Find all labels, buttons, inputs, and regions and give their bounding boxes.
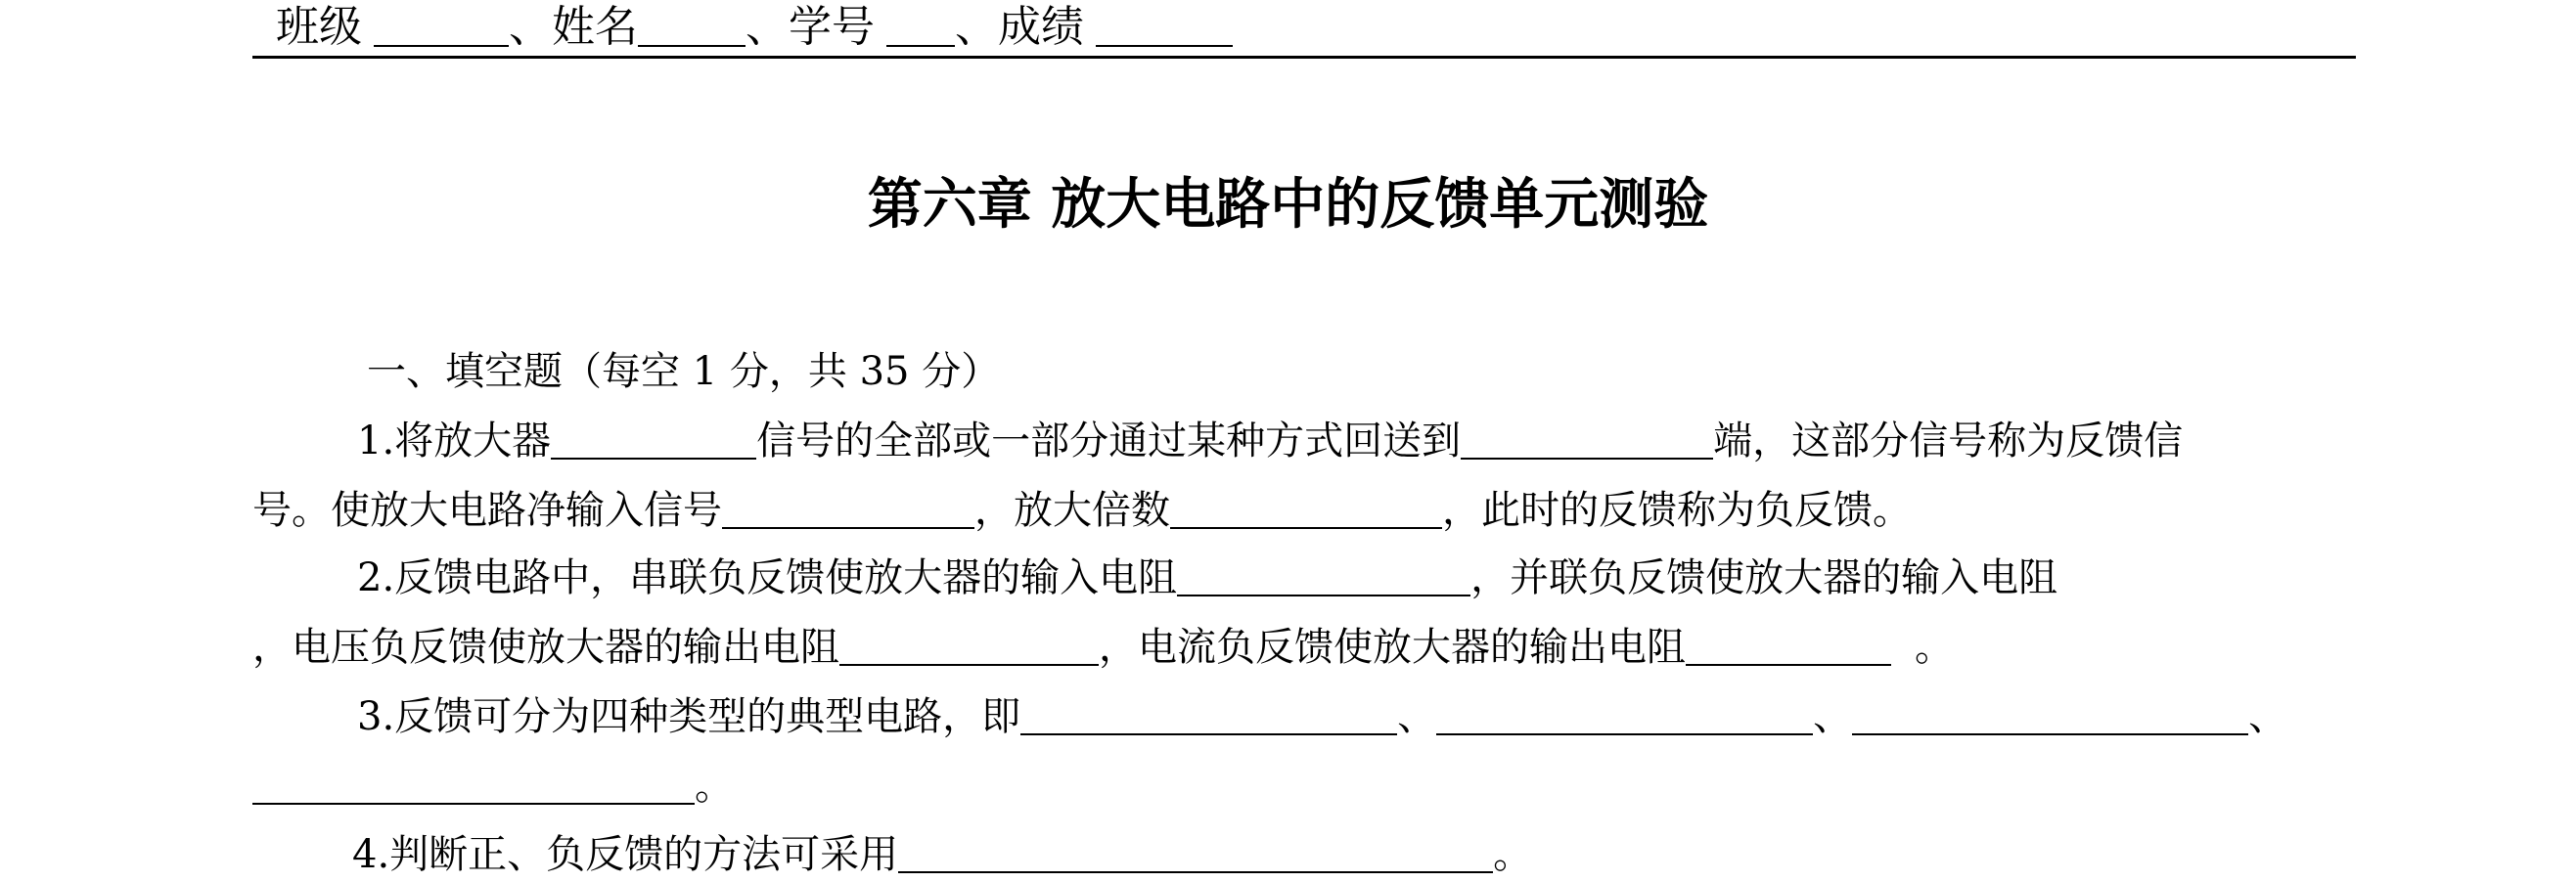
question-3-line-1 bbox=[357, 689, 2287, 744]
question-3-separator: 、 bbox=[1397, 694, 1437, 739]
score-blank[interactable] bbox=[1096, 6, 1233, 47]
question-1-text: 1.将放大器 bbox=[357, 419, 552, 463]
question-3-separator: 、 bbox=[2248, 694, 2288, 739]
question-4-line-1 bbox=[352, 827, 1532, 882]
score-label: 成绩 bbox=[998, 2, 1084, 52]
answer-blank[interactable] bbox=[839, 625, 1099, 666]
answer-blank[interactable] bbox=[1170, 488, 1442, 529]
header-fields bbox=[276, 0, 1233, 55]
student-id-label: 学号 bbox=[789, 2, 875, 52]
answer-blank[interactable] bbox=[1852, 694, 2248, 735]
question-1-text: 端，这部分信号称为反馈信 bbox=[1713, 419, 2184, 463]
question-1-text: ，此时的反馈称为负反馈。 bbox=[1442, 488, 1912, 533]
question-3-separator: 、 bbox=[1813, 694, 1853, 739]
answer-blank[interactable] bbox=[1020, 694, 1397, 735]
question-2-text: ，电流负反馈使放大器的输出电阻 bbox=[1099, 625, 1686, 670]
name-blank[interactable] bbox=[638, 6, 746, 47]
answer-blank[interactable] bbox=[898, 832, 1493, 873]
answer-blank[interactable] bbox=[1686, 625, 1891, 666]
student-id-blank[interactable] bbox=[886, 6, 955, 47]
question-1-text: 信号的全部或一部分通过某种方式回送到 bbox=[756, 419, 1462, 463]
answer-blank[interactable] bbox=[551, 419, 756, 460]
answer-blank[interactable] bbox=[722, 488, 974, 529]
header-separator: 、 bbox=[955, 2, 998, 52]
page-title: 第六章 放大电路中的反馈单元测验 bbox=[867, 173, 1709, 237]
question-2-text: 2.反馈电路中，串联负反馈使放大器的输入电阻 bbox=[357, 555, 1178, 600]
question-1-text: 号。使放大电路净输入信号 bbox=[252, 488, 722, 533]
question-3-line-2 bbox=[252, 759, 734, 814]
question-1-line-2 bbox=[252, 483, 1912, 538]
header-separator: 、 bbox=[746, 2, 789, 52]
answer-blank[interactable] bbox=[1177, 555, 1470, 596]
question-2-line-2 bbox=[252, 620, 1954, 675]
name-label: 姓名 bbox=[552, 2, 638, 52]
answer-blank[interactable] bbox=[1461, 419, 1713, 460]
answer-blank[interactable] bbox=[1436, 694, 1813, 735]
question-2-text: ，并联负反馈使放大器的输入电阻 bbox=[1470, 555, 2058, 600]
question-3-text: 。 bbox=[695, 764, 734, 809]
header-separator: 、 bbox=[509, 2, 552, 52]
question-4-text: 4.判断正、负反馈的方法可采用 bbox=[352, 832, 899, 877]
question-1-text: ，放大倍数 bbox=[974, 488, 1170, 533]
question-2-line-1 bbox=[357, 551, 2057, 605]
class-blank[interactable] bbox=[374, 6, 509, 47]
question-2-text: ，电压负反馈使放大器的输出电阻 bbox=[252, 625, 839, 670]
question-4-text: 。 bbox=[1493, 832, 1533, 877]
answer-blank[interactable] bbox=[252, 764, 695, 805]
question-1-line-1 bbox=[357, 414, 2183, 468]
question-2-text: 。 bbox=[1915, 625, 1954, 670]
class-label: 班级 bbox=[276, 2, 362, 52]
question-3-text: 3.反馈可分为四种类型的典型电路，即 bbox=[357, 694, 1021, 739]
section-heading: 一、填空题（每空 1 分，共 35 分） bbox=[367, 349, 1001, 394]
